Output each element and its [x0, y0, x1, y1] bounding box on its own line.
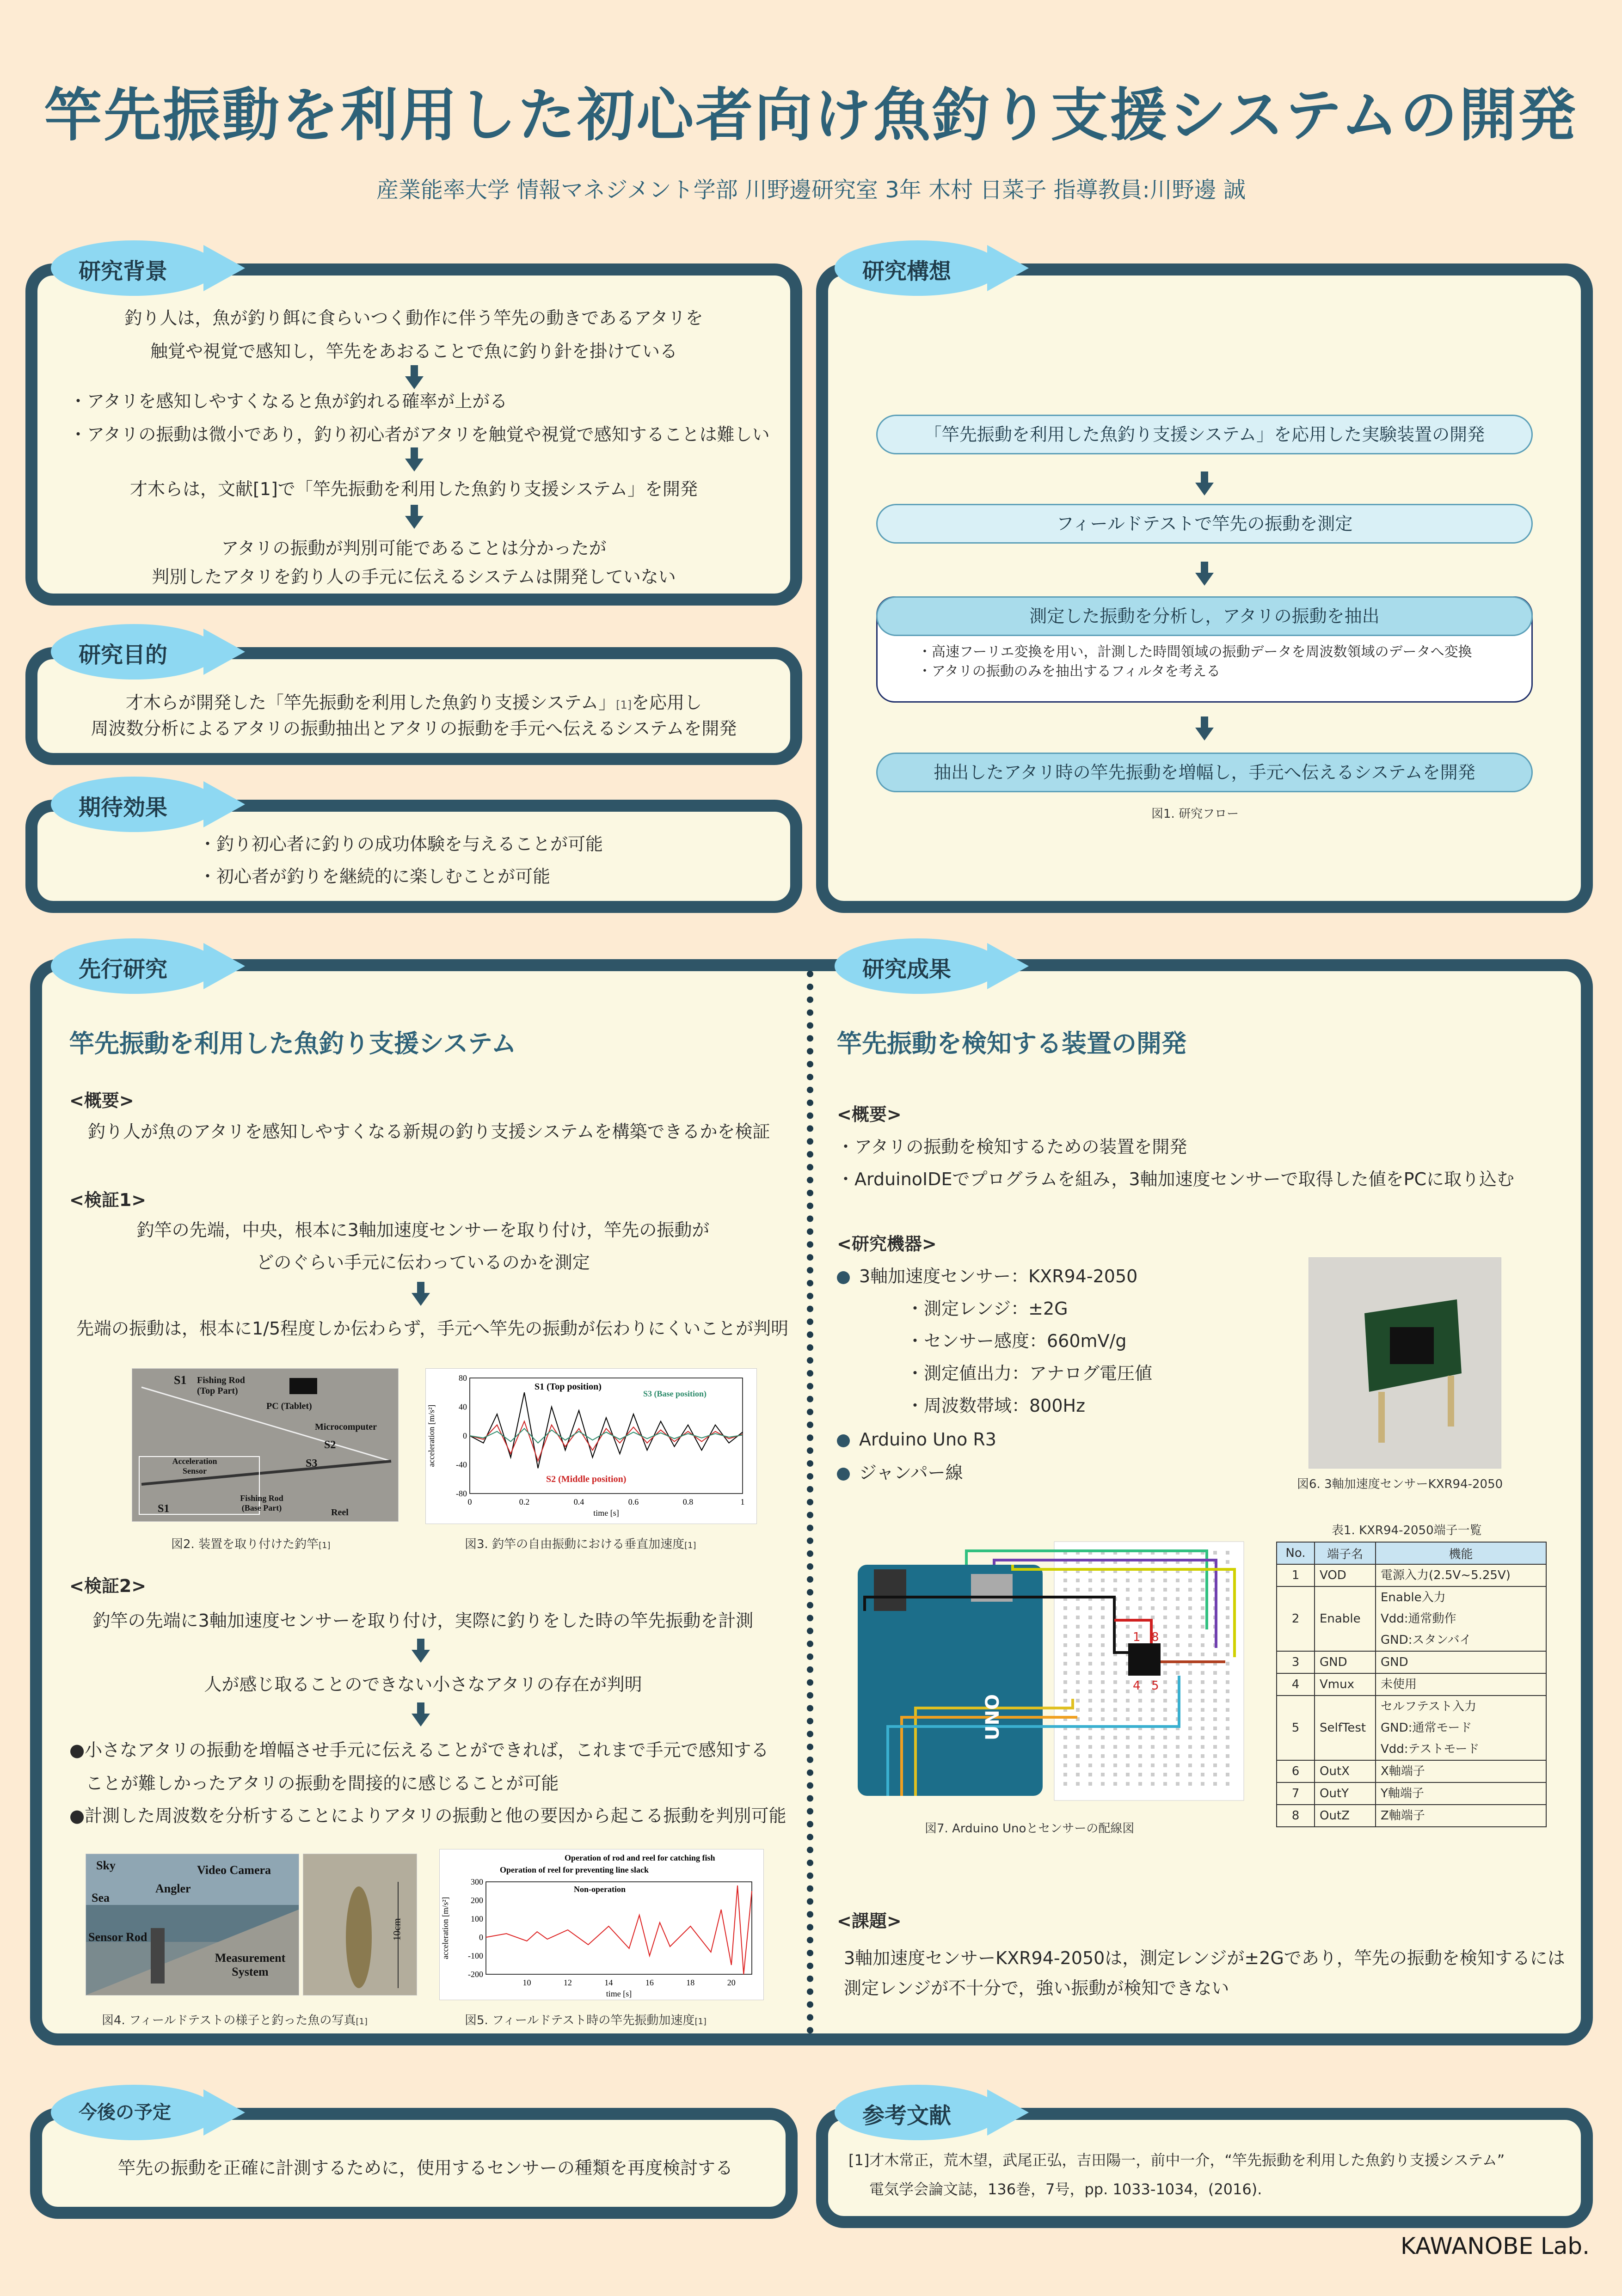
result-equip-1d: ・周波数帯域：800Hz — [906, 1396, 1086, 1416]
table-cell-line: 4 — [1291, 1678, 1300, 1691]
y-tick-label: 0 — [479, 1933, 483, 1942]
fig7-uno-label: UNO — [982, 1694, 1003, 1740]
fig5-caption — [465, 2011, 707, 2028]
chart-annotation: Non-operation — [574, 1885, 626, 1894]
fig2-ref: [1] — [319, 1541, 331, 1550]
table-cell-line: GND — [1320, 1655, 1347, 1669]
prior-v2-line-2: 人が感じ取ることのできない小さなアタリの存在が判明 — [204, 1674, 642, 1695]
prior-v2-heading: <検証2> — [69, 1576, 147, 1596]
result-equip-1c: ・測定値出力：アナログ電圧値 — [906, 1363, 1153, 1384]
bg-line-6: アタリの振動が判別可能であることは分かったが — [221, 538, 607, 558]
result-equip-1 — [837, 1260, 1137, 1293]
fig6-illustration — [1309, 1258, 1501, 1468]
down-arrow-icon — [412, 1702, 430, 1727]
table-cell — [1315, 1651, 1376, 1673]
table-cell-line: 電源入力(2.5V~5.25V) — [1381, 1568, 1511, 1582]
table-cell — [1376, 1782, 1546, 1805]
table-cell-line: 6 — [1291, 1764, 1300, 1778]
fig1-caption: 図1. 研究フロー — [1151, 807, 1239, 821]
x-tick-label: 20 — [727, 1978, 736, 1987]
result-equip-3 — [837, 1456, 963, 1489]
purpose-line-1a: 才木らが開発した「竿先振動を利用した魚釣り支援システム」 — [125, 692, 616, 713]
chart-annotation: S3 (Base position) — [643, 1389, 707, 1398]
result-issue-1: 3軸加速度センサーKXR94-2050は，測定レンジが±2Gであり，竿先の振動を検知するには — [844, 1948, 1565, 1968]
purpose-line-2: 周波数分析によるアタリの振動抽出とアタリの振動を手元へ伝えるシステムを開発 — [91, 718, 737, 739]
fig3-svg — [426, 1369, 756, 1524]
bullet-dot-icon — [837, 1468, 850, 1481]
flow-step-3b: ・アタリの振動のみを抽出するフィルタを考える — [918, 663, 1221, 680]
fig3-caption — [465, 1535, 696, 1552]
fig3-ref: [1] — [684, 1541, 696, 1550]
down-arrow-icon — [412, 1282, 430, 1306]
x-axis-label: time [s] — [593, 1508, 619, 1518]
bg-line-2: 触覚や視覚で感知し，竿先をあおることで魚に釣り針を掛けている — [150, 341, 677, 361]
x-tick-label: 10 — [522, 1978, 531, 1987]
x-tick-label: 0 — [467, 1497, 472, 1506]
table-cell-line: 3 — [1291, 1655, 1300, 1669]
result-equip-2-text: Arduino Uno R3 — [859, 1429, 996, 1450]
y-tick-label: 80 — [459, 1373, 467, 1383]
refs-line-1: [1]才木常正，荒木望，武尾正弘，吉田陽一，前中一介，“竿先振動を利用した魚釣り支援システム” — [848, 2151, 1505, 2169]
fig2-label: Reel — [331, 1507, 349, 1518]
fish-heading-icon: 研究構想 — [862, 258, 952, 284]
fish-heading-icon: 今後の予定 — [79, 2102, 171, 2123]
fig2-caption — [171, 1535, 331, 1552]
fig5-chart — [439, 1849, 764, 2000]
y-tick-label: 0 — [463, 1431, 467, 1440]
prior-v2-bullet-1b: ことが難しかったアタリの振動を間接的に感じることが可能 — [86, 1773, 559, 1794]
fig6-caption: 図6. 3軸加速度センサーKXR94-2050 — [1297, 1477, 1503, 1491]
table-cell — [1277, 1696, 1315, 1760]
x-tick-label: 14 — [604, 1978, 613, 1987]
prior-v2-bullet-2: ●計測した周波数を分析することによりアタリの振動と他の要因から起こる振動を判別可能 — [69, 1806, 786, 1826]
fig2-label: PC (Tablet) — [266, 1401, 312, 1411]
fig7-pin-5: 5 — [1151, 1679, 1159, 1693]
series-line — [470, 1392, 743, 1468]
chart-annotation: S1 (Top position) — [535, 1382, 602, 1392]
y-tick-label: -200 — [468, 1970, 483, 1979]
table1-caption: 表1. KXR94-2050端子一覧 — [1332, 1524, 1482, 1537]
table-row — [1277, 1782, 1546, 1805]
table-cell-line: 7 — [1291, 1787, 1300, 1800]
down-arrow-icon — [405, 505, 424, 529]
pin-table-header — [1277, 1542, 1546, 1564]
table-cell — [1277, 1805, 1315, 1827]
fig4-label: 10cm — [391, 1918, 403, 1941]
y-axis-label: acceleration [m/s²] — [427, 1404, 436, 1467]
table-cell-line: OutX — [1320, 1764, 1350, 1778]
bg-line-3: ・アタリを感知しやすくなると魚が釣れる確率が上がる — [69, 391, 508, 411]
table-cell-line: OutY — [1320, 1787, 1349, 1800]
table-cell — [1277, 1586, 1315, 1651]
flow-step-2: フィールドテストで竿先の振動を測定 — [876, 504, 1533, 544]
fig4-field-photo — [86, 1854, 299, 1996]
table-cell-line: 5 — [1291, 1721, 1300, 1735]
prior-overview-heading: <概要> — [69, 1090, 134, 1111]
fig4-label: Sky — [96, 1859, 116, 1872]
table-cell-line: 8 — [1291, 1809, 1300, 1823]
bg-line-4: ・アタリの振動は微小であり，釣り初心者がアタリを触覚や視覚で感知することは難しい — [69, 424, 770, 445]
fish-heading-icon: 研究成果 — [862, 956, 952, 982]
bullet-dot-icon — [837, 1434, 850, 1447]
table-cell-line: Enable入力 — [1381, 1591, 1446, 1604]
table-cell — [1376, 1805, 1546, 1827]
fig4-caption — [102, 2011, 368, 2028]
down-arrow-icon — [1195, 716, 1214, 741]
fig2-caption-text: 図2. 装置を取り付けた釣竿 — [171, 1537, 319, 1551]
result-equip-2 — [837, 1423, 996, 1456]
table-cell — [1277, 1760, 1315, 1782]
result-overview-1: ・アタリの振動を検知するための装置を開発 — [837, 1137, 1187, 1157]
result-issue-2: 測定レンジが不十分で，強い振動が検知できない — [844, 1978, 1229, 1998]
table-row — [1277, 1696, 1546, 1760]
fig7-pin-1: 1 — [1133, 1630, 1141, 1644]
fig4-caption-text: 図4. フィールドテストの様子と釣った魚の写真 — [102, 2014, 356, 2027]
fig7-pin-4: 4 — [1133, 1679, 1141, 1693]
prior-v1-line-1: 釣竿の先端，中央，根本に3軸加速度センサーを取り付け，竿先の振動が — [136, 1220, 710, 1240]
fig2-label: Microcomputer — [315, 1422, 377, 1432]
y-axis-label: acceleration [m/s²] — [441, 1897, 450, 1959]
down-arrow-icon — [412, 1639, 430, 1663]
fig6-sensor-photo — [1309, 1257, 1501, 1469]
table-cell-line: Vdd:テストモード — [1381, 1742, 1480, 1756]
table-cell — [1376, 1696, 1546, 1760]
prior-v1-heading: <検証1> — [69, 1190, 147, 1210]
y-tick-label: 40 — [459, 1402, 467, 1412]
result-equipment-heading: <研究機器> — [837, 1234, 937, 1254]
flow-step-3a: ・高速フーリエ変換を用い，計測した時間領域の振動データを周波数領域のデータへ変換 — [918, 644, 1472, 660]
flow-step-4: 抽出したアタリ時の竿先振動を増幅し，手元へ伝えるシステムを開発 — [876, 753, 1533, 792]
fig3-caption-text: 図3. 釣竿の自由振動における垂直加速度 — [465, 1537, 685, 1551]
table-cell — [1277, 1564, 1315, 1586]
table-row — [1277, 1651, 1546, 1673]
table-cell — [1315, 1673, 1376, 1696]
y-tick-label: -80 — [456, 1489, 467, 1498]
fig4-ref: [1] — [356, 2017, 368, 2027]
fig7-pin-8: 8 — [1151, 1630, 1159, 1644]
table-cell — [1277, 1673, 1315, 1696]
table-cell — [1315, 1760, 1376, 1782]
result-overview-2: ・ArduinoIDEでプログラムを組み，3軸加速度センサーで取得した値をPCに取り込む — [837, 1169, 1515, 1189]
bg-line-5: 才木らは，文献[1]で「竿先振動を利用した魚釣り支援システム」を開発 — [129, 479, 698, 499]
fig7-wiring-diagram — [855, 1537, 1248, 1803]
fig2-label: Fishing Rod (Top Part) — [197, 1375, 245, 1396]
y-tick-label: -100 — [468, 1951, 483, 1960]
table-cell-line: GND:通常モード — [1381, 1721, 1472, 1735]
chart-frame — [486, 1882, 752, 1974]
y-tick-label: 200 — [471, 1896, 483, 1905]
column-divider — [807, 971, 813, 2034]
prior-v1-line-3: 先端の振動は，根本に1/5程度しか伝わらず，手元へ竿先の振動が伝わりにくいことが判明 — [76, 1318, 789, 1339]
result-equip-1-text: 3軸加速度センサー：KXR94-2050 — [859, 1266, 1138, 1286]
fig5-svg — [440, 1849, 763, 2000]
table-row — [1277, 1760, 1546, 1782]
y-tick-label: -40 — [456, 1460, 467, 1469]
col-no: No. — [1277, 1542, 1315, 1564]
x-tick-label: 0.8 — [682, 1497, 694, 1506]
fish-heading-icon: 先行研究 — [79, 956, 168, 982]
table-cell — [1376, 1673, 1546, 1696]
author-line: 産業能率大学 情報マネジメント学部 川野邊研究室 3年 木村 日菜子 指導教員:川野邊 誠 — [376, 177, 1246, 203]
fish-heading-icon: 期待効果 — [79, 795, 168, 820]
col-func: 機能 — [1376, 1542, 1546, 1564]
fig3-chart — [425, 1368, 757, 1524]
pin-table — [1276, 1542, 1547, 1827]
fig2-rod-photo — [132, 1368, 399, 1522]
chart-annotation: Operation of reel for preventing line slack — [500, 1865, 649, 1874]
refs-line-2: 電気学会論文誌，136巻，7号，pp. 1033-1034，(2016). — [869, 2180, 1262, 2198]
fig2-label: Acceleration Sensor — [172, 1457, 217, 1476]
table-cell — [1315, 1586, 1376, 1651]
table-cell — [1376, 1586, 1546, 1651]
down-arrow-icon — [1195, 471, 1214, 496]
result-equip-1a: ・測定レンジ：±2G — [906, 1298, 1068, 1319]
table-cell-line: SelfTest — [1320, 1721, 1366, 1735]
fig4-label: Video Camera — [197, 1863, 271, 1877]
flow-step-3: 測定した振動を分析し，アタリの振動を抽出 — [876, 596, 1533, 636]
table-cell-line: GND:スタンバイ — [1381, 1633, 1472, 1647]
poster-title: 竿先振動を利用した初心者向け魚釣り支援システムの開発 — [44, 82, 1578, 149]
fig7-caption: 図7. Arduino Unoとセンサーの配線図 — [925, 1822, 1135, 1836]
table-cell-line: 2 — [1291, 1612, 1300, 1626]
bg-line-7: 判別したアタリを釣り人の手元に伝えるシステムは開発していない — [152, 567, 676, 587]
effect-line-1: ・釣り初心者に釣りの成功体験を与えることが可能 — [199, 834, 603, 854]
series-line — [486, 1886, 752, 1974]
result-title: 竿先振動を検知する装置の開発 — [837, 1029, 1186, 1058]
fig7-svg — [855, 1537, 1248, 1803]
x-tick-label: 16 — [645, 1978, 654, 1987]
effect-line-2: ・初心者が釣りを継続的に楽しむことが可能 — [199, 866, 551, 887]
fish-heading-icon: 参考文献 — [862, 2103, 952, 2129]
bullet-dot-icon — [837, 1271, 850, 1284]
fig2-label: S3 — [306, 1457, 318, 1469]
x-tick-label: 0.2 — [519, 1497, 530, 1506]
fig2-label: S1 — [158, 1503, 170, 1515]
prior-v1-line-2: どのぐらい手元に伝わっているのかを測定 — [256, 1252, 590, 1273]
down-arrow-icon — [405, 447, 424, 471]
table-cell — [1315, 1782, 1376, 1805]
table-cell-line: セルフテスト入力 — [1381, 1700, 1476, 1714]
x-tick-label: 0.4 — [573, 1497, 584, 1506]
x-tick-label: 1 — [740, 1497, 745, 1506]
prior-v2-line-1: 釣竿の先端に3軸加速度センサーを取り付け，実際に釣りをした時の竿先振動を計測 — [92, 1610, 754, 1631]
table-row — [1277, 1564, 1546, 1586]
fig5-ref: [1] — [694, 2017, 707, 2027]
table-cell — [1315, 1564, 1376, 1586]
flow-step-1: 「竿先振動を利用した魚釣り支援システム」を応用した実験装置の開発 — [876, 415, 1533, 454]
table-cell-line: Z軸端子 — [1381, 1809, 1425, 1823]
table-row — [1277, 1805, 1546, 1827]
table-cell — [1376, 1651, 1546, 1673]
fig4-label: Angler — [155, 1882, 191, 1895]
table-row — [1277, 1586, 1546, 1651]
table-cell — [1277, 1782, 1315, 1805]
x-tick-label: 18 — [686, 1978, 695, 1987]
table-cell — [1315, 1696, 1376, 1760]
result-equip-1b: ・センサー感度：660mV/g — [906, 1331, 1127, 1351]
y-tick-label: 100 — [471, 1914, 483, 1923]
chart-annotation: Operation of rod and reel for catching fish — [565, 1853, 715, 1862]
fish-heading-icon: 研究目的 — [79, 642, 168, 668]
fig4-label: Sensor Rod — [88, 1930, 147, 1944]
table-cell-line: Y軸端子 — [1381, 1787, 1424, 1800]
table-cell-line: Enable — [1320, 1612, 1361, 1626]
prior-title: 竿先振動を利用した魚釣り支援システム — [69, 1029, 516, 1058]
table-cell-line: OutZ — [1320, 1809, 1350, 1823]
x-axis-label: time [s] — [606, 1989, 632, 1998]
fig2-label: S2 — [324, 1439, 336, 1451]
x-tick-label: 12 — [563, 1978, 572, 1987]
fig4-label: Measurement System — [215, 1951, 286, 1978]
purpose-line-1b: を応用し — [632, 692, 702, 713]
bg-line-1: 釣り人は，魚が釣り餌に食らいつく動作に伴う竿先の動きであるアタリを — [124, 308, 703, 328]
fig2-label: Fishing Rod (Base Part) — [240, 1494, 283, 1512]
fish-heading-icon: 研究背景 — [79, 258, 168, 284]
prior-v2-bullet-1a: ●小さなアタリの振動を増幅させ手元に伝えることができれば，これまで手元で感知する — [69, 1740, 769, 1760]
table-cell-line: 1 — [1291, 1568, 1300, 1582]
table-cell-line: VOD — [1320, 1568, 1346, 1582]
table-cell-line: Vmux — [1320, 1678, 1354, 1691]
table-cell — [1376, 1760, 1546, 1782]
prior-overview: 釣り人が魚のアタリを感知しやすくなる新規の釣り支援システムを構築できるかを検証 — [88, 1121, 770, 1142]
result-equip-3-text: ジャンパー線 — [859, 1463, 963, 1483]
pin-table-wrap — [1276, 1542, 1547, 1827]
down-arrow-icon — [1195, 562, 1214, 586]
chart-annotation: S2 (Middle position) — [546, 1474, 627, 1484]
table-cell-line: X軸端子 — [1381, 1764, 1425, 1778]
result-issue-heading: <課題> — [837, 1911, 902, 1931]
col-pin: 端子名 — [1315, 1542, 1376, 1564]
series-line — [470, 1428, 743, 1443]
table-row — [1277, 1673, 1546, 1696]
fig4-label: Sea — [92, 1891, 110, 1904]
result-overview-heading: <概要> — [837, 1104, 902, 1125]
future-line-1: 竿先の振動を正確に計測するために，使用するセンサーの種類を再度検討する — [118, 2158, 733, 2178]
fig2-label: S1 — [174, 1373, 187, 1387]
fig4-fish-photo — [303, 1854, 417, 1996]
purpose-ref: [1] — [616, 698, 632, 711]
table-cell — [1277, 1651, 1315, 1673]
table-cell-line: Vdd:通常動作 — [1381, 1612, 1456, 1626]
table-cell-line: GND — [1381, 1655, 1408, 1669]
table-cell — [1376, 1564, 1546, 1586]
y-tick-label: 300 — [471, 1877, 483, 1886]
x-tick-label: 0.6 — [628, 1497, 639, 1506]
fig5-caption-text: 図5. フィールドテスト時の竿先振動加速度 — [465, 2014, 695, 2027]
footer-lab: KAWANOBE Lab. — [1401, 2233, 1590, 2259]
table-cell — [1315, 1805, 1376, 1827]
table-cell-line: 未使用 — [1381, 1678, 1417, 1691]
